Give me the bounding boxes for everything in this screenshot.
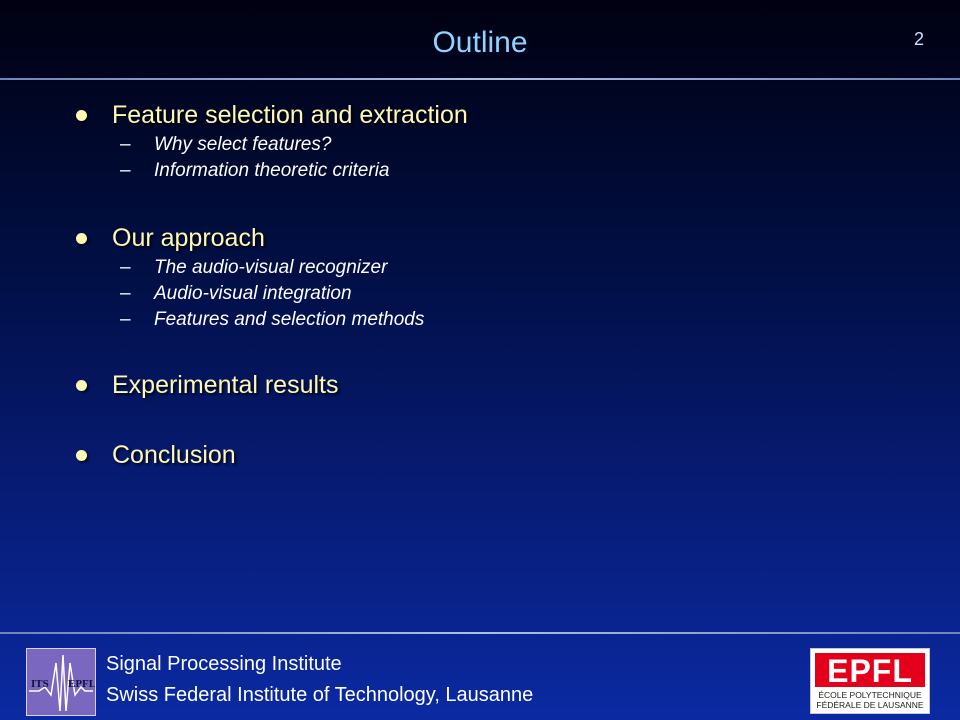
sub-item-label: Why select features? — [154, 134, 332, 155]
dash-marker: – — [120, 309, 131, 330]
outline-item-label: Experimental results — [112, 370, 339, 399]
dash-marker: – — [120, 134, 131, 155]
its-waveform-icon — [27, 649, 95, 715]
bullet-icon — [76, 380, 87, 391]
epfl-logo-line1: ÉCOLE POLYTECHNIQUE — [818, 690, 922, 700]
its-logo-left-text: ITS — [31, 678, 49, 690]
dash-marker: – — [120, 283, 131, 304]
sub-item-label: The audio-visual recognizer — [154, 257, 388, 278]
sub-item — [120, 158, 468, 184]
epfl-logo — [810, 648, 930, 714]
its-epfl-logo — [26, 648, 96, 716]
its-logo-right-text: EPFL — [68, 678, 95, 690]
page-number: 2 — [913, 29, 924, 49]
outline-item-label: Conclusion — [112, 440, 236, 469]
epfl-wordmark-icon — [811, 649, 929, 713]
outline-item-label: Our approach — [112, 223, 265, 252]
bullet-icon — [76, 450, 87, 461]
outline-item-label: Feature selection and extraction — [112, 100, 468, 129]
epfl-wordmark-text: EPFL — [827, 653, 913, 689]
sub-item — [120, 255, 424, 281]
dash-marker: – — [120, 257, 131, 278]
institute-name: Signal Processing Institute — [106, 653, 342, 675]
university-name: Swiss Federal Institute of Technology, Lausanne — [106, 684, 534, 706]
sub-item — [120, 132, 468, 158]
outline-item — [76, 98, 468, 184]
outline-item — [76, 438, 236, 472]
bullet-icon — [76, 110, 87, 121]
epfl-logo-line2: FÉDÉRALE DE LAUSANNE — [816, 700, 924, 710]
sub-item — [120, 307, 424, 333]
sub-item-label: Information theoretic criteria — [154, 160, 390, 181]
sub-item — [120, 281, 424, 307]
slide-title: Outline — [432, 26, 528, 59]
sub-item-label: Audio-visual integration — [154, 283, 352, 304]
header-divider — [0, 78, 960, 80]
footer-divider — [0, 632, 960, 634]
outline-item — [76, 368, 338, 402]
bullet-icon — [76, 233, 87, 244]
outline-item — [76, 221, 424, 333]
dash-marker: – — [120, 160, 131, 181]
sub-item-label: Features and selection methods — [154, 309, 425, 330]
